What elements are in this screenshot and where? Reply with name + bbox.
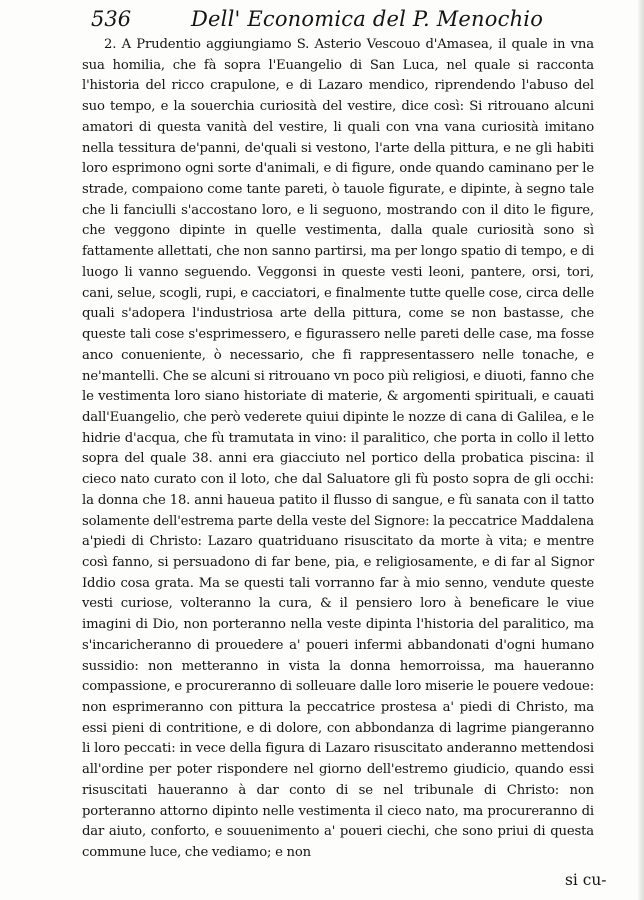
body-paragraph: 2. A Prudentio aggiungiamo S. Asterio Vescouo d'Amasea, il quale in vna sua homilia, che fà sopra l'Euangelio di San Luca, nel quale si racconta l'historia del ricco crapulone, e di Lazaro mendico, riprendendo l'abuso del suo tempo, e la souerchia curiosità del vestire, dice così: Si ritrouano alcuni amatori di questa vanità del vestire, li quali con vna vana curiosità imitano nella tessitura de'panni, de'quali si vestono, l'arte della pittura, e ne gli habiti loro esprimono ogni sorte d'animali, e di figure, onde quando caminano per le strade, compaiono come tante pareti, ò tauole figurate, e dipinte, à segno tale che li fanciulli s'accostano loro, e li seguono, mostrando con il dito le figure, che veggono dipinte in quelle vestimenta, dalla quale curiosità sono sì fattamente allettati, che non sanno partirsi, ma per longo spatio di tempo, e di luogo li vanno seguendo. Veggonsi in queste vesti leoni, pantere, orsi, tori, cani, selue, scogli, rupi, e cacciatori, e finalmente tutte quelle cose, circa delle quali s'adopera l'industriosa arte della pittura, come se non bastasse, che queste tali cose s'esprimessero, e figurassero nelle pareti delle case, ma fosse anco conueniente, ò necessario, che fi rappresentassero nelle tonache, e ne'mantelli. Che se alcuni si ritrouano vn poco più religiosi, e diuoti, fanno che le vestimenta loro siano historiate di materie, & argomenti spirituali, e cauati dall'Euangelio, che però vederete quiui dipinte le nozze di cana di Galilea, e le hidrie d'acqua, che fù tramutata in vino: il paralitico, che porta in collo il letto sopra del quale 38. anni era giacciuto nel portico della probatica piscina: il cieco nato curato con il loto, che dal Saluatore gli fù posto sopra de gli occhi: la donna che 18. anni haueua patito il flusso di sangue, e fù sanata con il tatto solamente dell'estrema parte della veste del Signore: la peccatrice Maddalena a'piedi di Christo: Lazaro quatriduano risuscitato da morte à vita; e mentre così fanno, si persuadono di far bene, pia, e religiosamente, e di far al Signor Iddio cosa grata. Ma se questi tali vorranno far à mio senno, vendute queste vesti curiose, volteranno la cura, & il pensiero loro à beneficare le viue imagini di Dio, non porteranno nella veste dipinta l'historia del paralitico, ma s'incaricheranno di prouedere a' poueri infermi abbandonati d'ogni humano sussidio: non metteranno in vista la donna hemorroissa, ma haueranno compassione, e procureranno di solleuare dalle loro miserie le pouere vedoue: non esprimeranno con pittura la peccatrice prostesa a' piedi di Christo, ma essi pieni di contritione, e di dolore, con abbondanza di lagrime piangeranno li loro peccati: in vece della figura di Lazaro risuscitato anderanno mettendosi all'ordine per poter rispondere nel giorno dell'estremo giudicio, quando essi risuscitati haueranno à dar conto di se nel tribunale di Christo: non porteranno attorno dipinto nelle vestimenta il cieco nato, ma procureranno di dar aiuto, conforto, e souuenimento a' poueri ciechi, che sono priui di questa commune luce, che vediamo; e non [82,37,594,861]
page-edge-shadow [638,0,644,900]
main-text-block [82,35,594,864]
catchword: si cu- [565,871,607,889]
running-title: Dell' Economica del P. Menochio [191,7,544,31]
running-header [91,4,591,34]
page-number: 536 [91,7,132,31]
